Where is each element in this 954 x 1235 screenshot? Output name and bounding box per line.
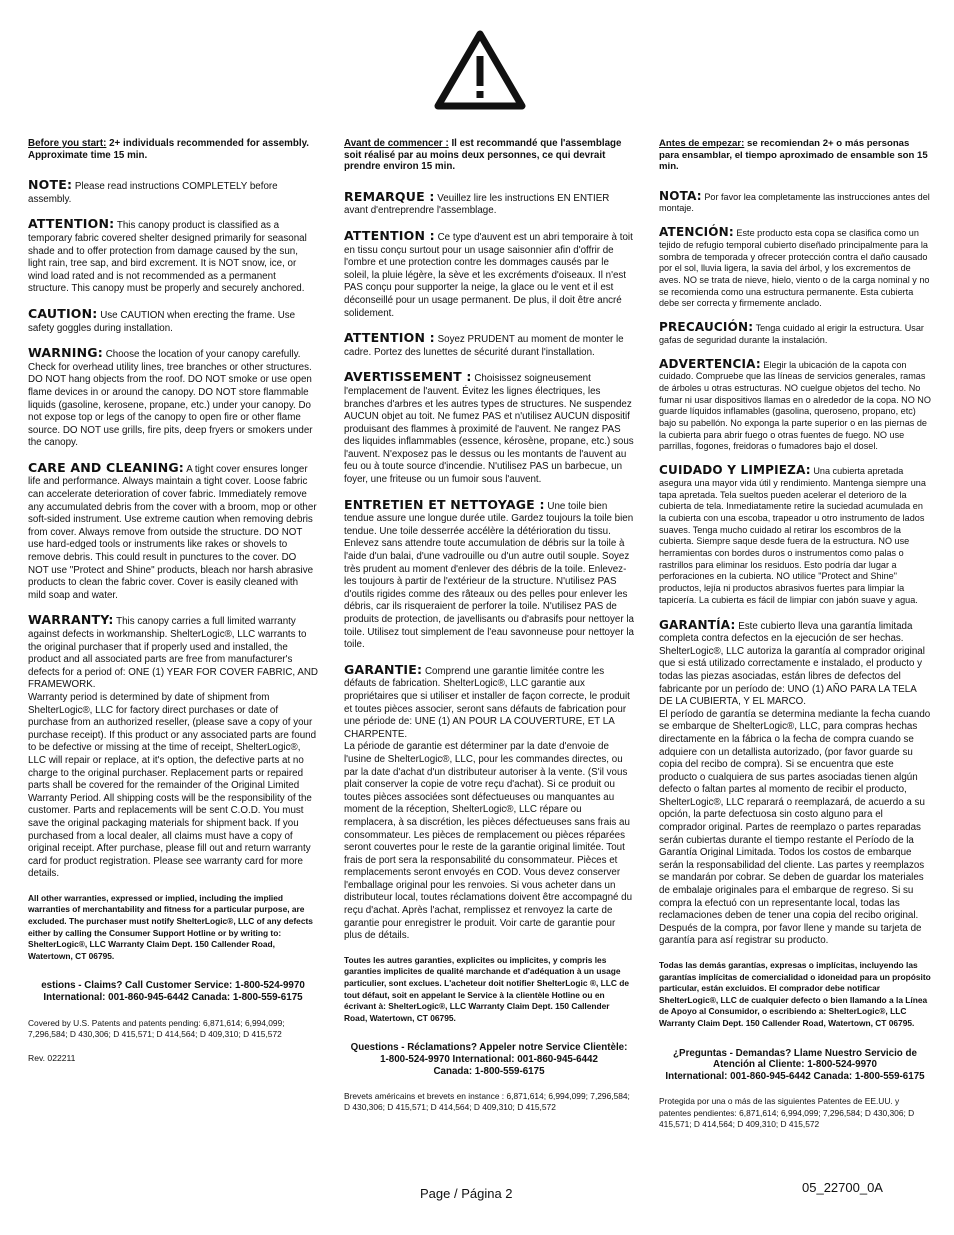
intro-label: Avant de commencer : bbox=[344, 138, 449, 149]
entretien-text: Une toile bien tendue assure une longue durée utile. Gardez toujours la toile bien tendue. Une toile desserrée accélère la détérioration du tissu. Enlevez sans attendre toute accumulation de débris sur la toile à l'aide d'un balai, d'une vadrouille ou d'un autre outil souple. Soyez très prudent au moment d'enlever des débris de la toile. Enlevez-les toujours à partir de l'extérieur de la structure. N'utilisez PAS d'outils rigides comme des râteaux ou des pelles pour enlever les débris, car ils risqueraient de perforer la toile. N'utilisez PAS de produits de protection, de javellisants ou d'abrasifs pour nettoyer la toile. Utilisez tout simplement de l'eau savonneuse pour nettoyer la toile. bbox=[344, 500, 634, 651]
garantia-section bbox=[659, 619, 931, 948]
caution-section bbox=[28, 305, 318, 335]
contact-line-2: International: 001-860-945-6442 Canada: 1-800-559-6175 bbox=[665, 1070, 925, 1082]
contact-line-1: ¿Preguntas - Demandas? Llame Nuestro Servicio de Atención al Cliente: 1-800-524-9970 bbox=[673, 1047, 917, 1071]
remarque-section bbox=[344, 188, 634, 218]
attention-section bbox=[344, 227, 634, 320]
warranty-text: This canopy carries a full limited warranty against defects in workmanship. ShelterLogic®, LLC warrants to the original purchaser that if properly used and installed, the product and all associated parts are free from manufacturer's defects for a period of: ONE (1) YEAR FOR COVER FABRIC, AND FRAMEWORK. bbox=[28, 616, 319, 691]
note-section bbox=[28, 179, 318, 206]
atencion-heading: ATENCIÓN: bbox=[659, 225, 734, 240]
entretien-section bbox=[344, 496, 634, 652]
attention-text: This canopy product is classified as a temporary fabric covered shelter designed primarily for seasonal shade and to offer protection from damage caused by the sun, light rain, tree sap, and bird excrement. It is NOT snow, ice, or wind load rated and is not recommended as a permanent structure. This canopy must be properly and securely anchored. bbox=[28, 220, 307, 295]
precaucion-text: Tenga cuidado al erigir la estructura. Usar gafas de seguridad durante la instalación. bbox=[659, 323, 924, 345]
garantie-text: Comprend une garantie limitée contre les défauts de fabrication. ShelterLogic®, LLC garantie aux propriétaires que si utiliser et installer de façon correcte, le produit et toutes pièces associer, seront sans défauts de fabrication pour une période de: UNE (1) AN POUR LA COUVERTURE, ET LA CHARPENTE. bbox=[344, 665, 630, 740]
attention-2-heading: ATTENTION : bbox=[344, 330, 435, 346]
intro-label: Before you start: bbox=[28, 138, 107, 149]
cuidado-heading: CUIDADO Y LIMPIEZA: bbox=[659, 463, 811, 478]
advertencia-heading: ADVERTENCIA: bbox=[659, 356, 761, 371]
legal-disclaimer: All other warranties, expressed or implied, including the implied warranties of merchantability and fitness for a particular purpose, are excluded. The purchaser must notify ShelterLogic®, LLC of any defects either by calling the Consumer Support Hotline or by writing to: ShelterLogic®, LLC Warranty Claim Dept. 150 Callender Road, Watertown, CT 06795. bbox=[28, 892, 313, 961]
french-column bbox=[344, 138, 634, 1126]
avertissement-text: Choisissez soigneusement l'emplacement de l'auvent. Évitez les lignes électriques, les branches d'arbres et les autres types de structures. Ne suspendez AUCUN objet au toit. Ne fumez PAS et n'utilisez AUCUN dispositif produisant des flammes à proximité de l'auvent. Ne rangez PAS des liquides inflammables (essence, kérosène, propane, etc.) sous l'auvent. N'exposez pas le dessus ou les montants de l'auvent au feu ou à toute source d'incendie. N'utilisez PAS un barbecue, un foyer, une friteuse ou un fumoir sous l'auvent. bbox=[344, 373, 634, 486]
warning-text: Choose the location of your canopy carefully. Check for overhead utility lines, tree branches or other structures. DO NOT hang objects from the roof. DO NOT smoke or use open flame devices in or around the canopy. DO NOT store flammable liquids (gasoline, kerosene, propane, etc.) under your canopy. Do not expose top or legs of the canopy to open fire or other flame source. DO NOT use grills, fire pits, deep fryers or smokers under the canopy. bbox=[28, 349, 313, 449]
legal-disclaimer: Toutes les autres garanties, explicites ou implicites, y compris les garanties implicites de qualité marchande et d'adéquation à un usage particulier, sont exclues. L'acheteur doit notifier ShelterLogic ®, LLC de tout défaut, soit en appelant le Service à la clientèle Hotline ou en écrivant à: ShelterLogic®, LLC Warranty Claim Dept. 150 Callender Road, Watertown, CT 06795. bbox=[344, 954, 630, 1023]
note-text: Please read instructions COMPLETELY before assembly. bbox=[28, 181, 278, 205]
garantie-text-2: La période de garantie est déterminer par la date d'envoie de l'usine de ShelterLogic®, LLC, pour les commandes directes, ou par la date d'achat d'un distributeur autoriser à la vente. (S'il vous plait conserver la copie de votre reçu d'achat). Si ce produit ou toutes pièces associées sont défectueuses ou manquantes au moment de la réception, ShelterLogic®, LLC répare ou remplacera, à sa discrétion, les pièces défectueuses sans frais au consommateur. Les pièces de remplacement ou pièces réparées seront couvertes pour le reste de la garantie original limitée. Tout frais de port sera la responsabilité du consommateur. Pièces et remplacements seront envoyés en COD. Vous devez conserver l'emballage original pour les renvoies. Si vous acheter dans un distributeur local, toutes réclamations doivent être accompagné du reçu d'achat. Après l'achat, remplissez et renvoyez la carte de garantie pour enregistrer le produit. Voir carte de garantie pour plus de détails. bbox=[344, 741, 633, 942]
contact-line-2: 1-800-524-9970 International: 001-860-945-6442 bbox=[380, 1054, 598, 1065]
warranty-section bbox=[28, 614, 318, 880]
legal-disclaimer: Todas las demás garantías, expresas o implícitas, incluyendo las garantías implícitas de comercialidad o idoneidad para un propósito particular, están excluidos. El comprador debe notificar ShelterLogic®, LLC de cualquier defecto o bien llamando a la Línea de Apoyo al Consumidor, o escribiendo a: ShelterLogic®, LLC Warranty Claim Dept. 150 Callender Road, Watertown, CT 06795. bbox=[659, 960, 931, 1028]
garantie-section bbox=[344, 661, 634, 943]
warranty-text-2: Warranty period is determined by date of shipment from ShelterLogic®, LLC for factory direct purchases or date of purchase from an authorized reseller, (please save a copy of your purchase receipt). If this product or any associated parts are found to be defective or missing at the time of receipt, ShelterLogic®, LLC will repair or replace, at it's option, the defective parts at no charge to the original purchaser. Replacement parts or repaired parts shall be covered for the remainder of the Original Limited Warranty Period. All shipping costs will be the responsibility of the customer. Parts and replacements will be sent C.O.D. You must save the original packaging materials for shipment back. If you purchased from a local dealer, all claims must have a copy of original receipt. After purchase, please fill out and return warranty card for product registration. Please see warranty card for more details. bbox=[28, 691, 317, 880]
page-number: Page / Página 2 bbox=[420, 1186, 513, 1201]
caution-heading: CAUTION: bbox=[28, 305, 98, 321]
precaucion-section bbox=[659, 322, 931, 346]
care-section bbox=[28, 459, 318, 603]
nota-heading: NOTA: bbox=[659, 188, 702, 203]
attention-heading: ATTENTION: bbox=[28, 216, 115, 232]
intro-label: Antes de empezar: bbox=[659, 138, 745, 149]
english-column bbox=[28, 138, 318, 1065]
atencion-section bbox=[659, 227, 931, 310]
attention-2-text: Soyez PRUDENT au moment de monter le cadre. Portez des lunettes de sécurité durant l'installation. bbox=[344, 334, 624, 358]
avertissement-heading: AVERTISSEMENT : bbox=[344, 369, 472, 385]
warranty-heading: WARRANTY: bbox=[28, 612, 114, 628]
care-heading: CARE AND CLEANING: bbox=[28, 459, 185, 475]
spanish-column bbox=[659, 138, 931, 1142]
contact-line-2: International: 001-860-945-6442 Canada: 1-800-559-6175 bbox=[43, 992, 303, 1004]
patents-text: Covered by U.S. Patents and patents pending: 6,871,614; 6,994,099; 7,296,584; D 430,306; D 415,571; D 414,564; D 409,310; D 415,572 bbox=[28, 1017, 285, 1039]
care-text: A tight cover ensures longer life and performance. Always maintain a tight cover. Loose fabric can accelerate deterioration of cover fabric. Immediately remove any accumulated debris from the cover with a broom, mop or other soft-sided instrument. Use extreme caution when removing debris from cover. Always remove from outside the structure. DO NOT use hard-edged tools or instruments like rakes or shovels to remove debris. This could result in punctures to the cover. DO NOT use "Protect and Shine" products, bleach nor harsh abrasive products to clean the fabric cover. Cover is easily cleaned with mild soap and water. bbox=[28, 463, 317, 601]
warning-triangle-icon bbox=[434, 30, 526, 110]
contact-line-3: Canada: 1-800-559-6175 bbox=[433, 1065, 545, 1077]
attention-text: Ce type d'auvent est un abri temporaire à toit en tissu conçu surtout pour un usage saisonnier afin d'offrir de l'ombre et une protection contre les dommages causés par le soleil, la pluie légère, la sève et les excréments d'oiseaux. Il n'est PAS conçu pour supporter la neige, la glace ou le vent et il est déconseillé pour un usage permanent. De plus, il doit être ancré solidement. bbox=[344, 231, 633, 319]
intro-paragraph bbox=[344, 138, 634, 173]
cuidado-text: Una cubierta apretada asegura una mayor vida útil y rendimiento. Mantenga siempre una tapa apretada. Tela sueltos pueden acelerar el deterioro de la cubierta de tela. Inmediatamente retire la suciedad acumulada en la cubierta con una escoba, trapeador u otro instrumento de lados suaves. Tenga mucho cuidado al retirar los escombros de la cubierta. Siempre saque desde fuera de la estructura. NO use herramientas con bordes duros o instrumentos como palas o rastrillos para eliminar los residuos. Esto podría dar lugar a perforaciones en la cubierta. NO utilice "Protect and Shine" productos, lejía ni productos abrasivos fuertes para limpiar la tapicería. La cubierta es fácil de limpiar con jabón suave y agua. bbox=[659, 466, 926, 605]
nota-section bbox=[659, 188, 931, 215]
contact-line-1: estions - Claims? Call Customer Service: 1-800-524-9970 bbox=[41, 980, 305, 992]
warning-heading: WARNING: bbox=[28, 345, 103, 361]
cuidado-section bbox=[659, 465, 931, 606]
patents-text: Protegida por una o más de las siguientes Patentes de EE.UU. y patentes pendientes: 6,871,614; 6,994,099; 7,296,584; D 430,306; D 415,571; D 414,564; D 409,310; D 415,572 bbox=[659, 1096, 915, 1129]
contact-info bbox=[28, 980, 318, 1003]
patents-text: Brevets américains et brevets en instance : 6,871,614; 6,994,099; 7,296,584; D 430,306; D 415,571; D 414,564; D 409,310; D 415,572 bbox=[344, 1091, 630, 1113]
entretien-heading: ENTRETIEN ET NETTOYAGE : bbox=[344, 496, 545, 512]
attention-section bbox=[28, 218, 318, 296]
garantia-heading: GARANTÍA: bbox=[659, 617, 736, 632]
garantia-text: Este cubierto lleva una garantía limitada completa contra defectos en la ejecución de ser hechas. ShelterLogic®, LLC autoriza la garantía al comprador original que si está utilizado correctamente e instalado, el producto y todas las piezas asociadas, están libres de defectos del fabricante por un período de: UNO (1) AÑO PARA LA TELA DE LA CUBIERTA, Y EL MARCO. bbox=[659, 620, 925, 708]
intro-text: 2+ individuals recommended for assembly. Approximate time 15 min. bbox=[28, 138, 310, 161]
caution-text: Use CAUTION when erecting the frame. Use safety goggles during installation. bbox=[28, 309, 296, 334]
advertencia-section bbox=[659, 356, 931, 454]
atencion-text: Este producto esta copa se clasifica como un tejido de refugio temporal cubierto diseñado principalmente para la sombra de temporada y ofrecer protección contra el daño causado por el sol, lluvia ligera, la savia del árbol, y los excrementos de aves. NO se trata de nieve, hielo, viento o de la carga nominal y no se recomienda como una estructura permanente. Esta cubierta debe ser correcta y firmemente anclado. bbox=[659, 228, 930, 309]
precaucion-heading: PRECAUCIÓN: bbox=[659, 320, 754, 335]
contact-info bbox=[344, 1042, 634, 1077]
remarque-text: Veuillez lire les instructions EN ENTIER avant d'entreprendre l'assemblage. bbox=[344, 192, 610, 217]
remarque-heading: REMARQUE : bbox=[344, 188, 435, 204]
intro-paragraph bbox=[28, 138, 318, 161]
garantia-text-2: El período de garantía se determina mediante la fecha cuando se embarque de ShelterLogic®, LLC, para compras hechas directamente en la fábrica o la fecha de compra cuando se adquiere con un detallista autorizado, (por favor guarde su copia del recibo de compra). Si se encuentra que este producto o cualquiera de sus partes asociadas tienen algún defecto o faltan partes al momento de recibir el producto, ShelterLogic®, LLC reparará o reemplazará, de acuerdo a su opción, la parte defectuosa sin costo alguno para el comprador original. Partes de reemplazo o partes reparadas serán cubiertas durante el tiempo restante el Período de la Garantía Original Limitada. Todos los costos de embarque serán la responsabilidad del cliente. Las partes y reemplazos se mandarán por cobrar. Se deben de guardar los materiales de embalaje originales para el embarque de regreso. Si su compra la efectuó con un representante local, todas las reclamaciones deben de tener una copia del recibo original. Después de la compra, por favor llene y mande su tarjeta de garantía para así registrar su producto. bbox=[659, 708, 931, 947]
intro-text: se recomiendan 2+ o más personas para ensamblar, el tiempo aproximado de ensamble son 15 min. bbox=[659, 138, 928, 173]
attention-heading: ATTENTION : bbox=[344, 227, 435, 243]
garantie-heading: GARANTIE: bbox=[344, 661, 423, 677]
warning-section bbox=[28, 347, 318, 450]
contact-line-1: Questions - Réclamations? Appeler notre Service Clientèle: bbox=[350, 1042, 628, 1054]
nota-text: Por favor lea completamente las instrucciones antes del montaje. bbox=[659, 191, 930, 214]
intro-text: Il est recommandé que l'assemblage soit réalisé par au moins deux personnes, ce qui devrait prendre environ 15 min. bbox=[344, 138, 622, 173]
intro-paragraph bbox=[659, 138, 931, 173]
note-heading: NOTE: bbox=[28, 177, 73, 193]
document-code: 05_22700_0A bbox=[802, 1180, 883, 1195]
revision-text: Rev. 022211 bbox=[28, 1053, 76, 1064]
avertissement-section bbox=[344, 371, 634, 486]
contact-info bbox=[659, 1048, 931, 1083]
advertencia-text: Elegir la ubicación de la capota con cuidado. Compruebe que las líneas de servicios generales, ramas de árboles u otras estructuras. NO cuelgue objetos del techo. No fumar ni usar dispositivos llamas en o alrededor de la copa. NO NO guarde líquidos inflamables (gasolina, queroseno, propano, etc) bajo su pabellón. No exponga la parte superior o en las piernas de la cubierta para abrir fuego o otras fuentes de fuego. NO use parrillas, fogones, freidoras o fumadores bajo el dosel. bbox=[659, 359, 931, 452]
attention-2-section bbox=[344, 332, 634, 359]
